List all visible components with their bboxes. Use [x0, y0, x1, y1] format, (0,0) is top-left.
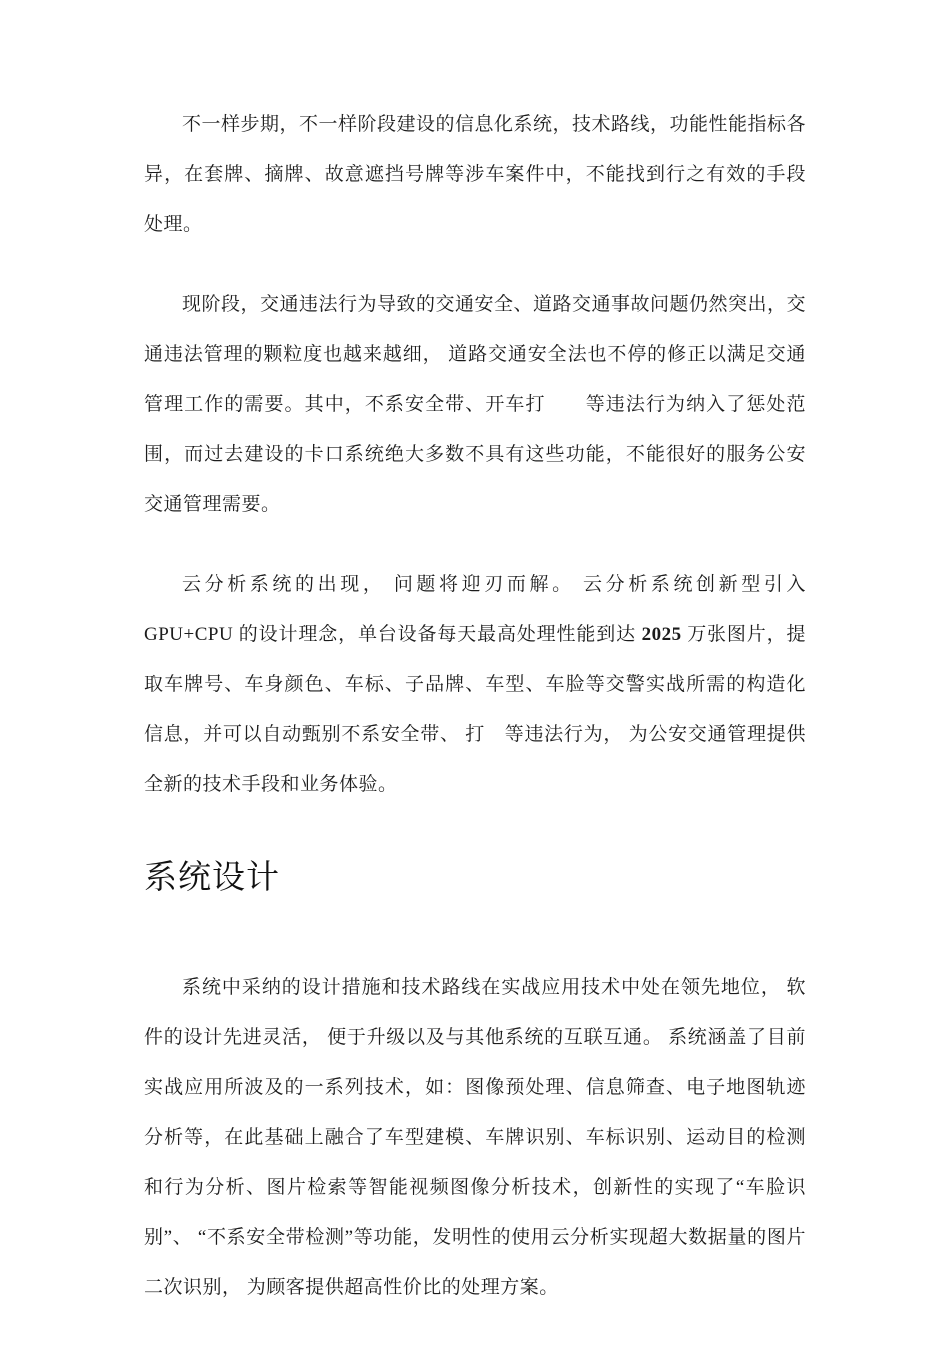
section-heading-system-design: 系统设计	[144, 860, 280, 896]
paragraph-text-run: 万张图片，提取车牌号、车身颜色、车标、子品牌、车型、车脸等交警实战所需的构造化信息，并可以自动甄别不系安全带、 打 等违法行为， 为公安交通管理提供全新的技术手段和业务体验。	[144, 624, 806, 795]
bold-number: 2025	[641, 624, 682, 645]
paragraph-cloud-analysis	[144, 560, 806, 810]
paragraph-intro-systems: 不一样步期，不一样阶段建设的信息化系统，技术路线，功能性能指标各异，在套牌、摘牌、故意遮挡号牌等涉车案件中，不能找到行之有效的手段处理。	[144, 114, 807, 235]
paragraph-current-stage: 现阶段，交通违法行为导致的交通安全、道路交通事故问题仍然突出，交通违法管理的颗粒度也越来越细， 道路交通安全法也不停的修正以满足交通管理工作的需要。其中，不系安全带、开车打 等违法行为纳入了惩处范围，而过去建设的卡口系统绝大多数不具有这些功能，不能很好的服务公安交通管理需要。	[144, 294, 807, 515]
paragraph-design-approach: 系统中采纳的设计措施和技术路线在实战应用技术中处在领先地位， 软件的设计先进灵活， 便于升级以及与其他系统的互联互通。 系统涵盖了目前实战应用所波及的一系列技术，如：图像预处理、信息筛查、电子地图轨迹分析等，在此基础上融合了车型建模、车牌识别、车标识别、运动目的检测和行为分析、图片检索等智能视频图像分析技术，创新性的实现了“车脸识别”、 “不系安全带检测”等功能，发明性的使用云分析实现超大数据量的图片二次识别， 为顾客提供超高性价比的处理方案。	[144, 977, 806, 1299]
paragraph-text-run: 云分析系统的出现， 问题将迎刃而解。 云分析系统创新型引入 GPU+CPU 的设计理念，单台设备每天最高处理性能到达	[144, 574, 806, 645]
